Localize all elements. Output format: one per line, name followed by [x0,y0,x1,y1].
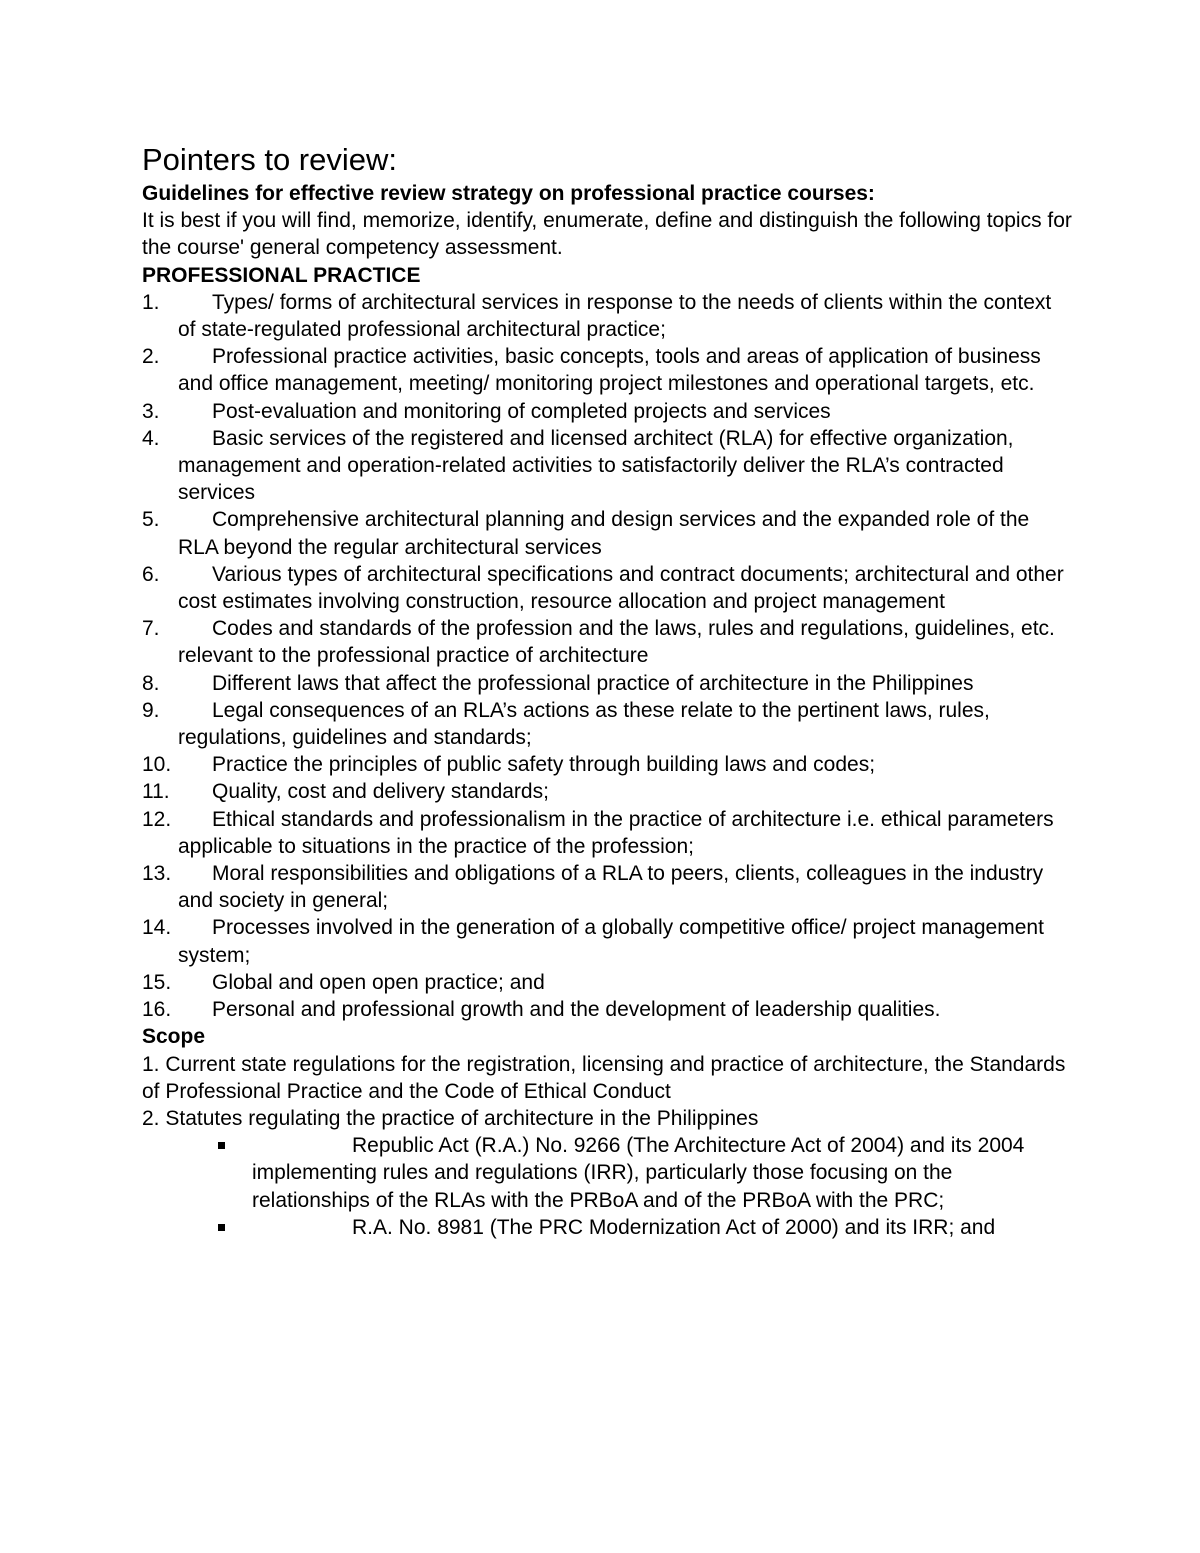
list-item-number: 8. [142,671,160,695]
list-item-number: 13. [142,862,172,886]
list-item-text: Post-evaluation and monitoring of completed projects and services [212,399,831,423]
list-item-text: Quality, cost and delivery standards; [212,780,549,804]
list-item-text: Various types of architectural specifications and contract documents; architectural and other cost estimates involving construction, resource allocation and project management [178,562,1064,614]
section-heading-professional-practice: PROFESSIONAL PRACTICE [142,263,421,287]
page-title: Pointers to review: [142,142,397,177]
scope-item: 1. Current state regulations for the registration, licensing and practice of architecture, the Standards of Professional Practice and the Code of Ethical Conduct [142,1052,1066,1103]
list-item-text: Moral responsibilities and obligations of a RLA to peers, clients, colleagues in the industry and society in general; [178,862,1044,913]
list-item [142,860,1072,914]
list-item [142,506,1072,560]
list-item-number: 16. [142,998,172,1022]
document-page [142,140,1072,1241]
list-item-number: 5. [142,508,160,532]
list-item-text: Basic services of the registered and licensed architect (RLA) for effective organization, management and operation-related activities to satisfactorily deliver the RLA’s contracted services [178,426,1014,505]
list-item [142,289,1072,343]
list-item [142,697,1072,751]
list-item [142,670,1072,697]
list-item-text: Practice the principles of public safety through building laws and codes; [212,753,876,777]
list-item-text: Types/ forms of architectural services in response to the needs of clients within the context of state-regulated professional architectural practice; [178,290,1052,342]
intro-paragraph: It is best if you will find, memorize, identify, enumerate, define and distinguish the following topics for the course' general competency assessment. [142,209,1072,260]
list-item [142,996,1072,1023]
list-item-text: Processes involved in the generation of a globally competitive office/ project management system; [178,916,1044,967]
list-item-number: 6. [142,562,160,586]
list-item [142,343,1072,397]
list-item-number: 3. [142,399,160,423]
list-item [142,425,1072,507]
list-item-number: 12. [142,807,172,831]
list-item-number: 1. [142,290,160,314]
list-item-number: 7. [142,617,160,641]
bullet-item [142,1132,1072,1214]
list-item-number: 2. [142,345,160,369]
square-bullet-icon [218,1224,225,1231]
list-item-text: Global and open open practice; and [212,970,545,994]
list-item [142,969,1072,996]
bullet-item [142,1214,1072,1241]
list-item-text: Comprehensive architectural planning and design services and the expanded role of the RLA beyond the regular architectural services [178,508,1030,559]
page-subtitle: Guidelines for effective review strategy on professional practice courses: [142,182,875,205]
list-item-number: 15. [142,970,172,994]
list-item [142,751,1072,778]
list-item [142,615,1072,669]
list-item-text: Codes and standards of the profession and the laws, rules and regulations, guidelines, etc. relevant to the professional practice of architecture [178,617,1055,668]
list-item-text: Personal and professional growth and the development of leadership qualities. [212,998,941,1022]
square-bullet-icon [218,1142,225,1149]
scope-bullet-list [142,1132,1072,1241]
list-item [142,398,1072,425]
bullet-item-text: Republic Act (R.A.) No. 9266 (The Architecture Act of 2004) and its 2004 implementing rules and regulations (IRR), particularly those focusing on the relationships of the RLAs with the PRBoA and of the PRBoA with the PRC; [252,1134,1025,1212]
list-item [142,561,1072,615]
list-item-text: Professional practice activities, basic concepts, tools and areas of application of business and office management, meeting/ monitoring project milestones and operational targets, etc. [178,345,1041,396]
section-heading-scope: Scope [142,1025,206,1049]
list-item-number: 11. [142,780,170,804]
scope-item: 2. Statutes regulating the practice of architecture in the Philippines [142,1106,759,1130]
bullet-item-text: R.A. No. 8981 (The PRC Modernization Act of 2000) and its IRR; and [352,1215,996,1239]
list-item [142,806,1072,860]
practice-topics-list [142,289,1072,1023]
list-item [142,778,1072,805]
list-item-number: 14. [142,916,172,940]
list-item-number: 10. [142,753,172,777]
list-item-text: Ethical standards and professionalism in the practice of architecture i.e. ethical parameters applicable to situations in the practice of the profession; [178,807,1054,858]
list-item-text: Different laws that affect the professional practice of architecture in the Philippines [212,671,974,695]
list-item-number: 4. [142,426,160,450]
list-item-number: 9. [142,698,160,722]
list-item [142,914,1072,968]
list-item-text: Legal consequences of an RLA’s actions as these relate to the pertinent laws, rules, regulations, guidelines and standards; [178,698,990,750]
